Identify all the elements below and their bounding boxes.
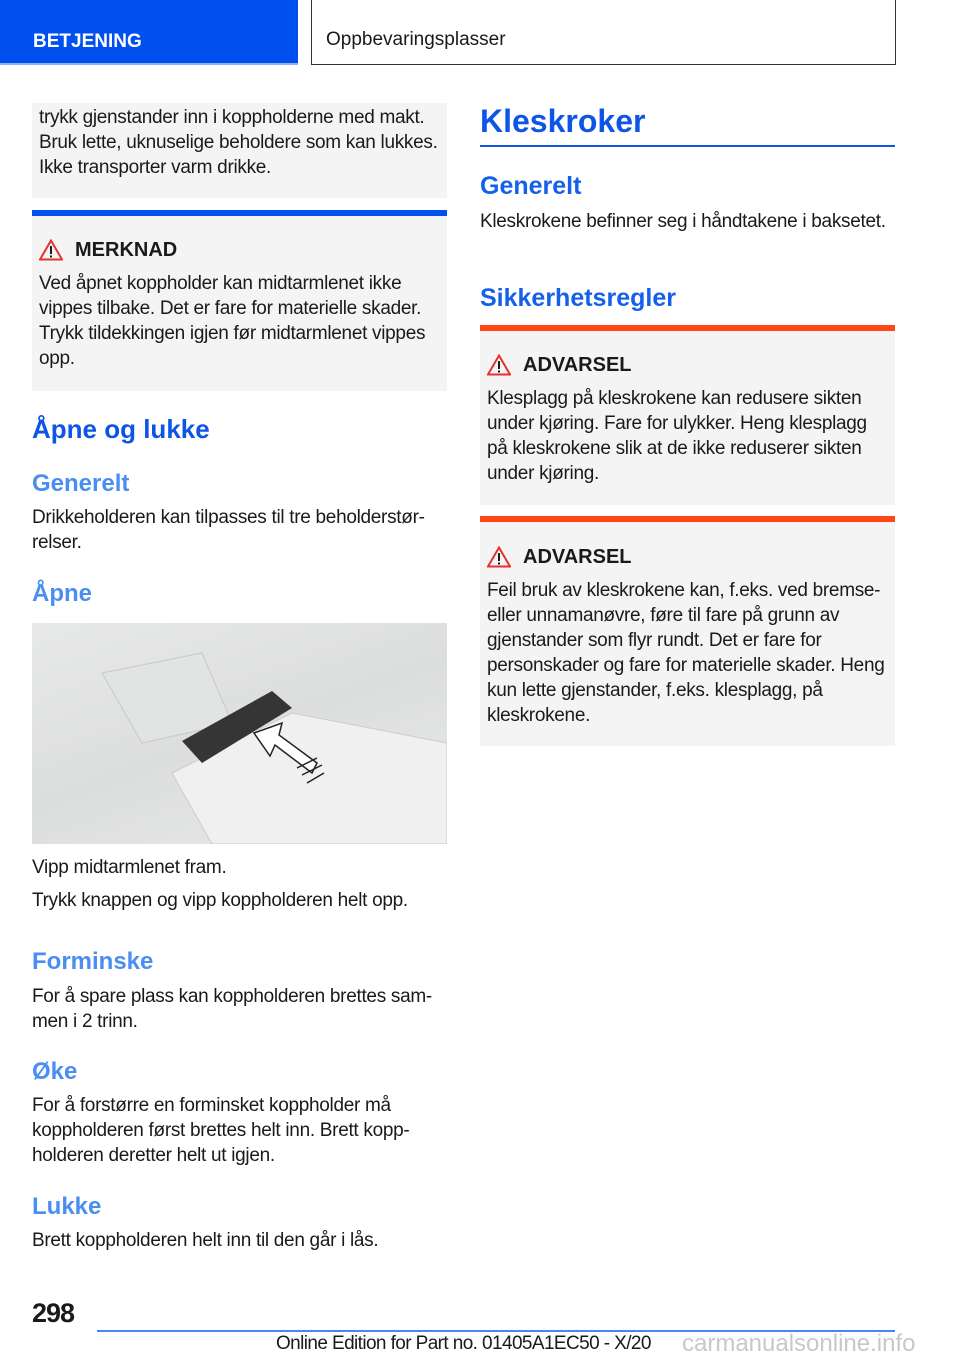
enlarge-text: For å forstørre en forminsket koppholder må koppholderen først brettes helt inn. Brett koppholderen deretter helt ut igjen.	[32, 1095, 410, 1166]
section-title-open-close: Åpne og lukke	[32, 414, 210, 444]
page-number: 298	[32, 1298, 75, 1328]
edition-text: Online Edition for Part no. 01405A1EC50 - X/20	[276, 1333, 651, 1354]
warning-label: ADVARSEL	[523, 545, 632, 568]
warning-triangle-icon	[39, 239, 63, 261]
title-underline	[480, 145, 895, 147]
warning-label: ADVARSEL	[523, 353, 632, 376]
section-tab: BETJENING	[0, 0, 298, 65]
note-box	[32, 210, 447, 391]
close-text: Brett koppholderen helt inn til den går i lås.	[32, 1230, 379, 1251]
heading-general: Generelt	[32, 470, 130, 497]
warning-header	[487, 543, 888, 571]
heading-close: Lukke	[32, 1193, 102, 1220]
reduce-text: For å spare plass kan koppholderen brettes sammen i 2 trinn.	[32, 986, 433, 1032]
heading-general-right: Generelt	[480, 172, 582, 200]
note-header	[39, 236, 440, 264]
note-label: MERKNAD	[75, 238, 178, 261]
warning-box-1	[480, 325, 895, 505]
armrest-illustration	[32, 623, 447, 844]
warning-box-2	[480, 516, 895, 746]
warning-triangle-icon	[487, 546, 511, 568]
chapter-title: Oppbevaringsplasser	[311, 0, 896, 65]
general-text-right: Kleskrokene befinner seg i håndtakene i baksetet.	[480, 211, 886, 232]
warning-text: Klesplagg på kleskrokene kan redusere sikten under kjøring. Fare for ulykker. Heng klesplagg på kleskrokene slik at de ikke reduserer sikten under kjøring.	[487, 388, 867, 484]
open-step-1: Vipp midtarmlenet fram.	[32, 857, 227, 878]
warning-header	[487, 351, 888, 379]
warning-triangle-icon	[487, 354, 511, 376]
heading-safety: Sikkerhetsregler	[480, 284, 676, 312]
note-text: Ved åpnet koppholder kan midtarmlenet ikke vippes tilbake. Det er fare for materielle skader. Trykk tildekkingen igjen før midtarmlenet vippes opp.	[39, 273, 426, 369]
heading-open: Åpne	[32, 580, 92, 607]
intro-box: trykk gjenstander inn i koppholderne med makt. Bruk lette, uknuselige beholdere som kan lukkes. Ikke transporter varm drikke.	[32, 103, 447, 198]
section-title-clothes-hooks: Kleskroker	[480, 103, 646, 139]
cup-holder-image	[32, 623, 447, 844]
open-step-2: Trykk knappen og vipp koppholderen helt opp.	[32, 890, 408, 911]
warning-text: Feil bruk av kleskrokene kan, f.eks. ved bremse- eller unnamanøvre, føre til fare på grunn av gjenstander som flyr rundt. Det er fare for personskader og fare for materielle skader. Heng kun lette gjenstander, f.eks. klesplagg, på kleskrokene.	[487, 580, 885, 726]
watermark: carmanualsonline.info	[682, 1330, 916, 1357]
heading-enlarge: Øke	[32, 1058, 78, 1085]
heading-reduce: Forminske	[32, 948, 154, 975]
general-text: Drikkeholderen kan tilpasses til tre beholderstørrelser.	[32, 507, 425, 553]
